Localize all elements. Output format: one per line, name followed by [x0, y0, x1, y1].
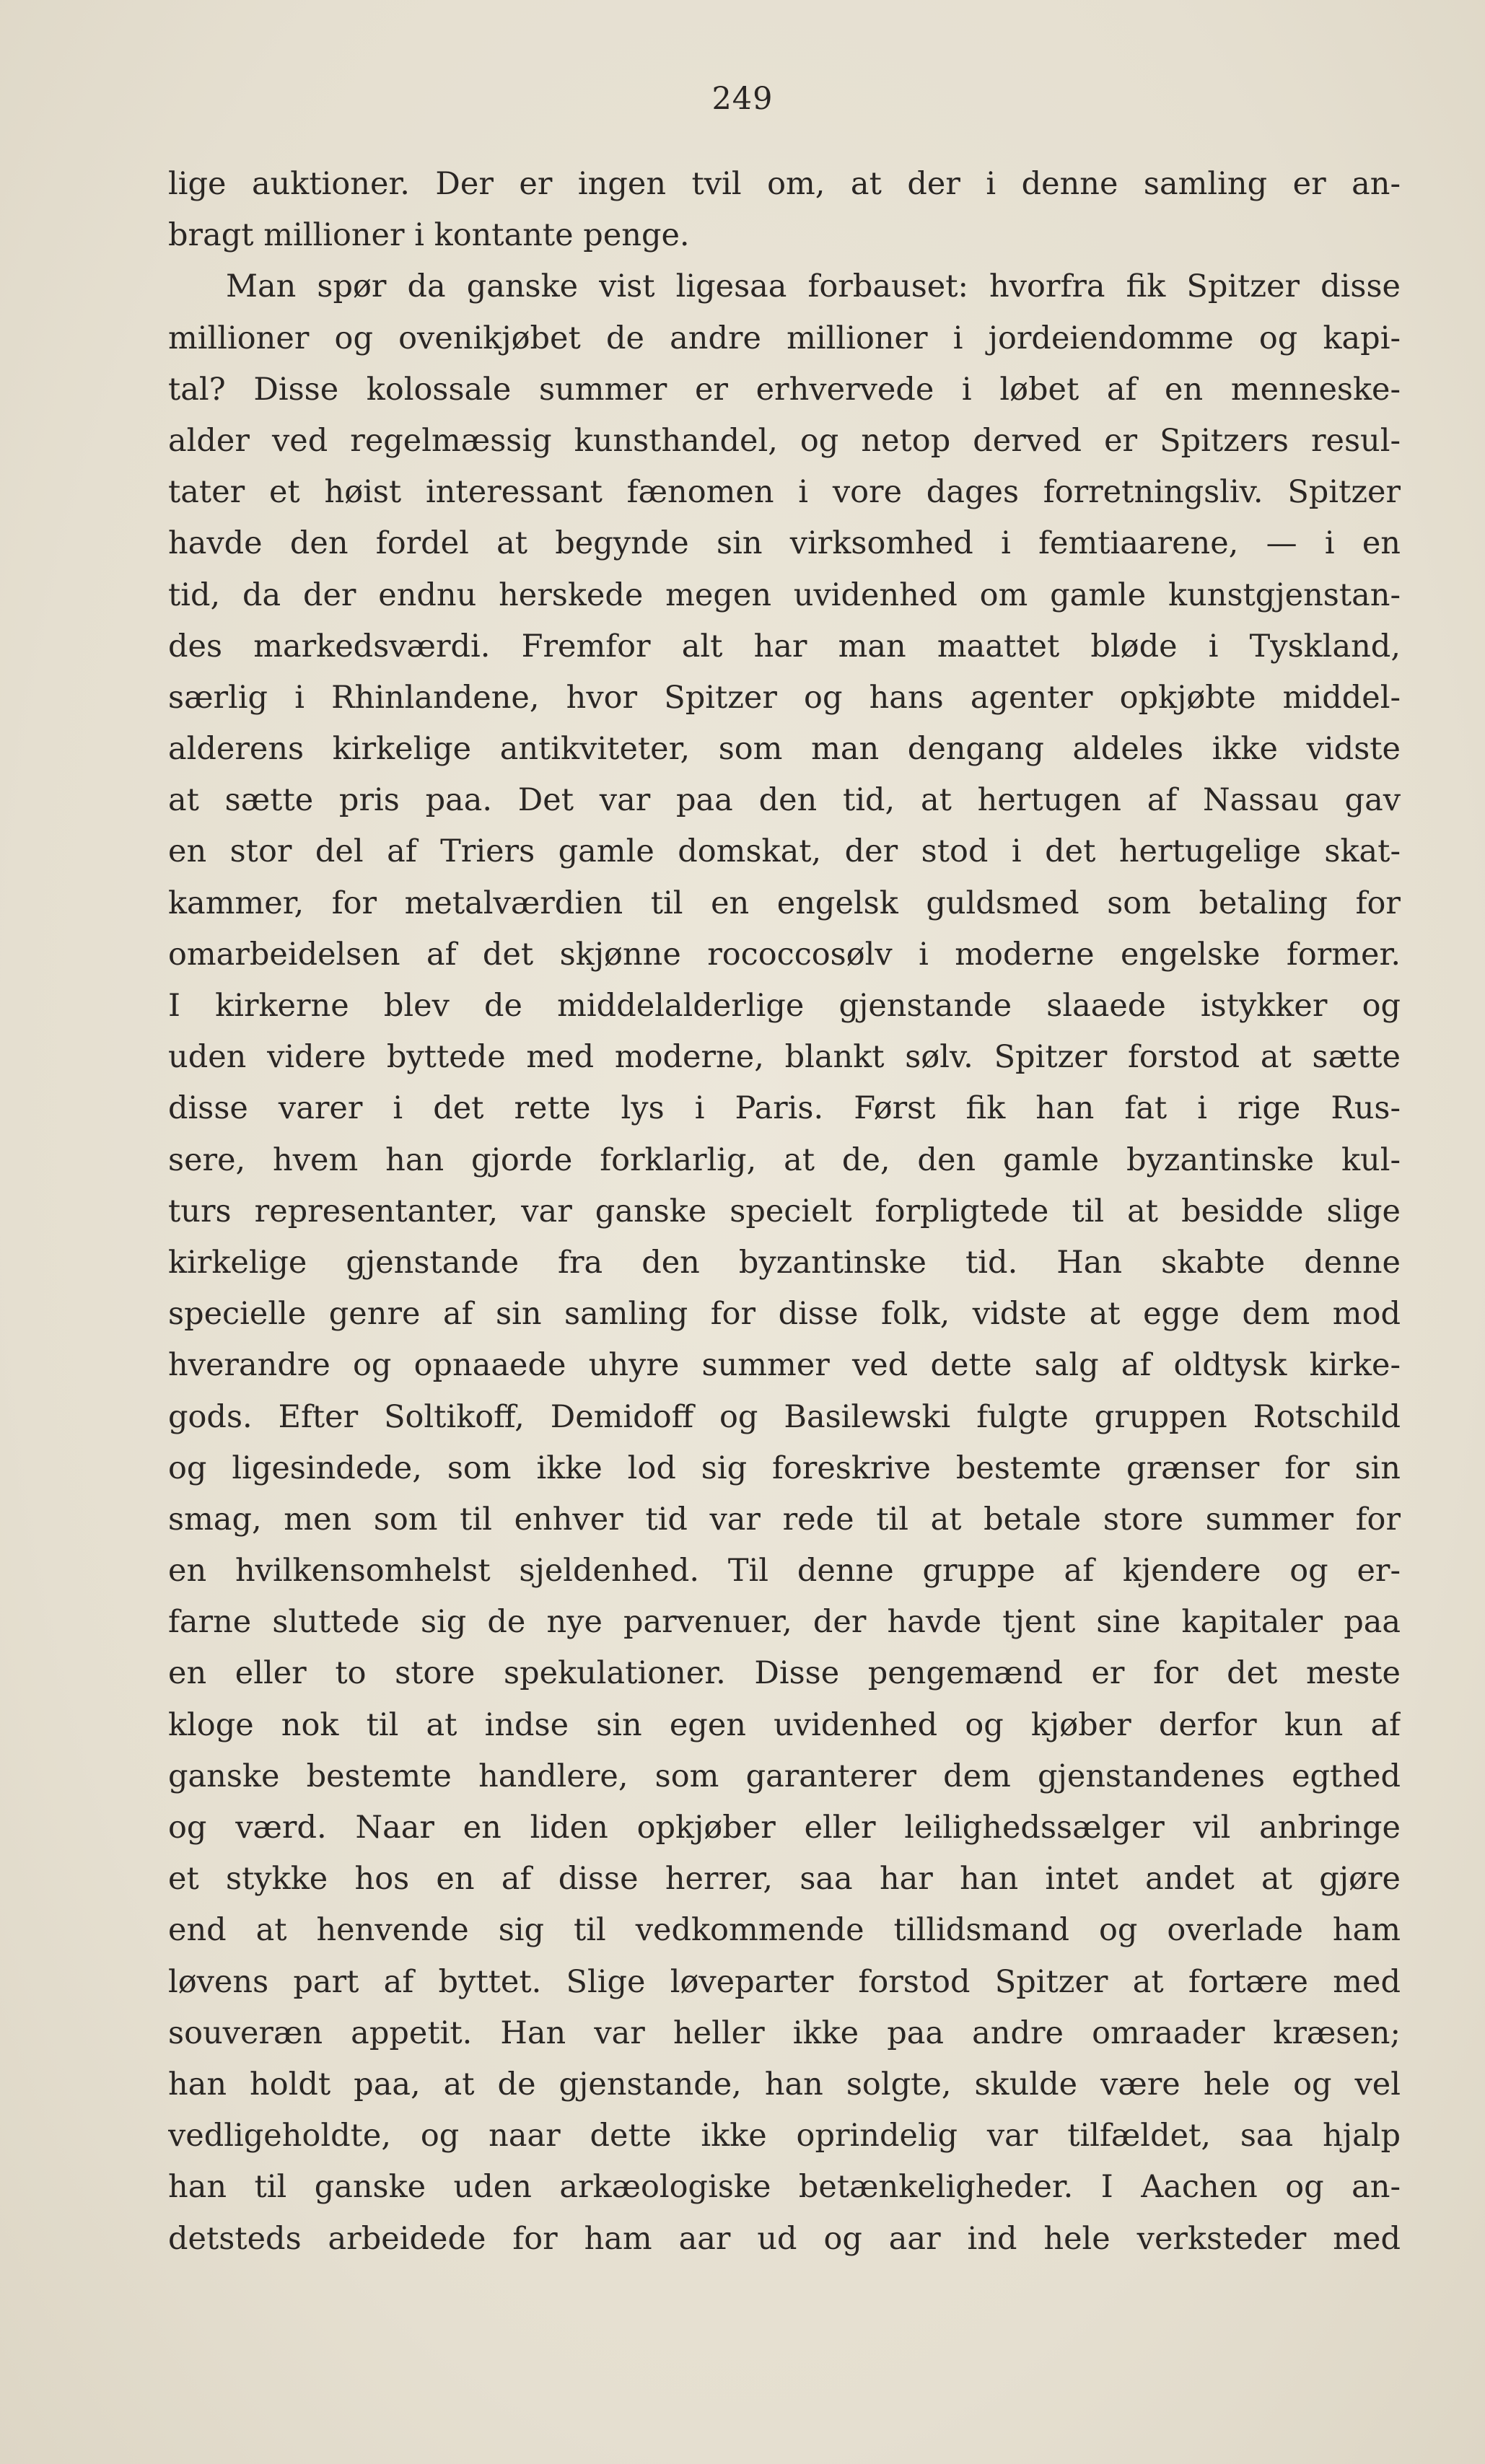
- text-line: specielle genre af sin samling for disse folk, vidste at egge dem mod: [168, 1296, 1401, 1333]
- text-line: en hvilkensomhelst sjeldenhed. Til denne gruppe af kjendere og er-: [168, 1553, 1401, 1590]
- text-line: og værd. Naar en liden opkjøber eller leilighedssælger vil anbringe: [168, 1810, 1401, 1846]
- text-line: en eller to store spekulationer. Disse pengemænd er for det meste: [168, 1655, 1401, 1692]
- text-line: løvens part af byttet. Slige løveparter forstod Spitzer at fortære med: [168, 1963, 1401, 2000]
- text-line: hverandre og opnaaede uhyre summer ved dette salg af oldtysk kirke-: [168, 1347, 1401, 1384]
- text-line: tater et høist interessant fænomen i vore dages forretningsliv. Spitzer: [168, 474, 1401, 511]
- text-line: gods. Efter Soltikoff, Demidoff og Basilewski fulgte gruppen Rotschild: [168, 1398, 1401, 1435]
- text-line: alder ved regelmæssig kunsthandel, og netop derved er Spitzers resul-: [168, 422, 1401, 459]
- text-line: bragt millioner i kontante penge.: [168, 217, 690, 254]
- text-line: et stykke hos en af disse herrer, saa har han intet andet at gjøre: [168, 1861, 1401, 1898]
- body-text: [168, 159, 1401, 2265]
- text-line: sere, hvem han gjorde forklarlig, at de, den gamle byzantinske kul-: [168, 1141, 1401, 1178]
- text-line: at sætte pris paa. Det var paa den tid, at hertugen af Nassau gav: [168, 782, 1401, 819]
- text-line: kammer, for metalværdien til en engelsk guldsmed som betaling for: [168, 885, 1401, 921]
- text-line: tid, da der endnu herskede megen uvidenhed om gamle kunstgjenstan-: [168, 576, 1401, 613]
- text-line: turs representanter, var ganske specielt forpligtede til at besidde slige: [168, 1193, 1401, 1229]
- text-line: end at henvende sig til vedkommende tillidsmand og overlade ham: [168, 1912, 1401, 1949]
- text-line: tal? Disse kolossale summer er erhvervede i løbet af en menneske-: [168, 371, 1401, 408]
- text-line: omarbeidelsen af det skjønne rococcosølv i moderne engelske former.: [168, 936, 1401, 973]
- text-line: han holdt paa, at de gjenstande, han solgte, skulde være hele og vel: [168, 2066, 1401, 2103]
- page-number: 249: [711, 81, 774, 117]
- text-line: disse varer i det rette lys i Paris. Først fik han fat i rige Rus-: [168, 1090, 1401, 1127]
- text-line: Man spør da ganske vist ligesaa forbauset: hvorfra fik Spitzer disse: [226, 268, 1401, 305]
- text-line: og ligesindede, som ikke lod sig foreskrive bestemte grænser for sin: [168, 1450, 1401, 1486]
- text-line: lige auktioner. Der er ingen tvil om, at der i denne samling er an-: [168, 166, 1401, 202]
- text-line: vedligeholdte, og naar dette ikke oprindelig var tilfældet, saa hjalp: [168, 2118, 1401, 2154]
- text-line: I kirkerne blev de middelalderlige gjenstande slaaede istykker og: [168, 988, 1401, 1024]
- text-line: havde den fordel at begynde sin virksomhed i femtiaarene, — i en: [168, 525, 1401, 562]
- text-line: han til ganske uden arkæologiske betænkeligheder. I Aachen og an-: [168, 2169, 1401, 2206]
- text-line: millioner og ovenikjøbet de andre millioner i jordeiendomme og kapi-: [168, 320, 1401, 356]
- text-line: farne sluttede sig de nye parvenuer, der havde tjent sine kapitaler paa: [168, 1604, 1401, 1641]
- text-line: kirkelige gjenstande fra den byzantinske tid. Han skabte denne: [168, 1244, 1401, 1281]
- text-line: ganske bestemte handlere, som garanterer dem gjenstandenes egthed: [168, 1758, 1401, 1794]
- text-line: alderens kirkelige antikviteter, som man dengang aldeles ikke vidste: [168, 731, 1401, 768]
- text-line: souveræn appetit. Han var heller ikke paa andre omraader kræsen;: [168, 2014, 1401, 2051]
- text-line: detsteds arbeidede for ham aar ud og aar ind hele verksteder med: [168, 2220, 1401, 2257]
- text-line: des markedsværdi. Fremfor alt har man maattet bløde i Tyskland,: [168, 628, 1401, 665]
- text-line: uden videre byttede med moderne, blankt sølv. Spitzer forstod at sætte: [168, 1039, 1401, 1076]
- text-line: en stor del af Triers gamle domskat, der stod i det hertugelige skat-: [168, 833, 1401, 870]
- text-line: særlig i Rhinlandene, hvor Spitzer og hans agenter opkjøbte middel-: [168, 679, 1401, 716]
- text-line: kloge nok til at indse sin egen uvidenhed og kjøber derfor kun af: [168, 1706, 1401, 1743]
- text-line: smag, men som til enhver tid var rede til at betale store summer for: [168, 1501, 1401, 1538]
